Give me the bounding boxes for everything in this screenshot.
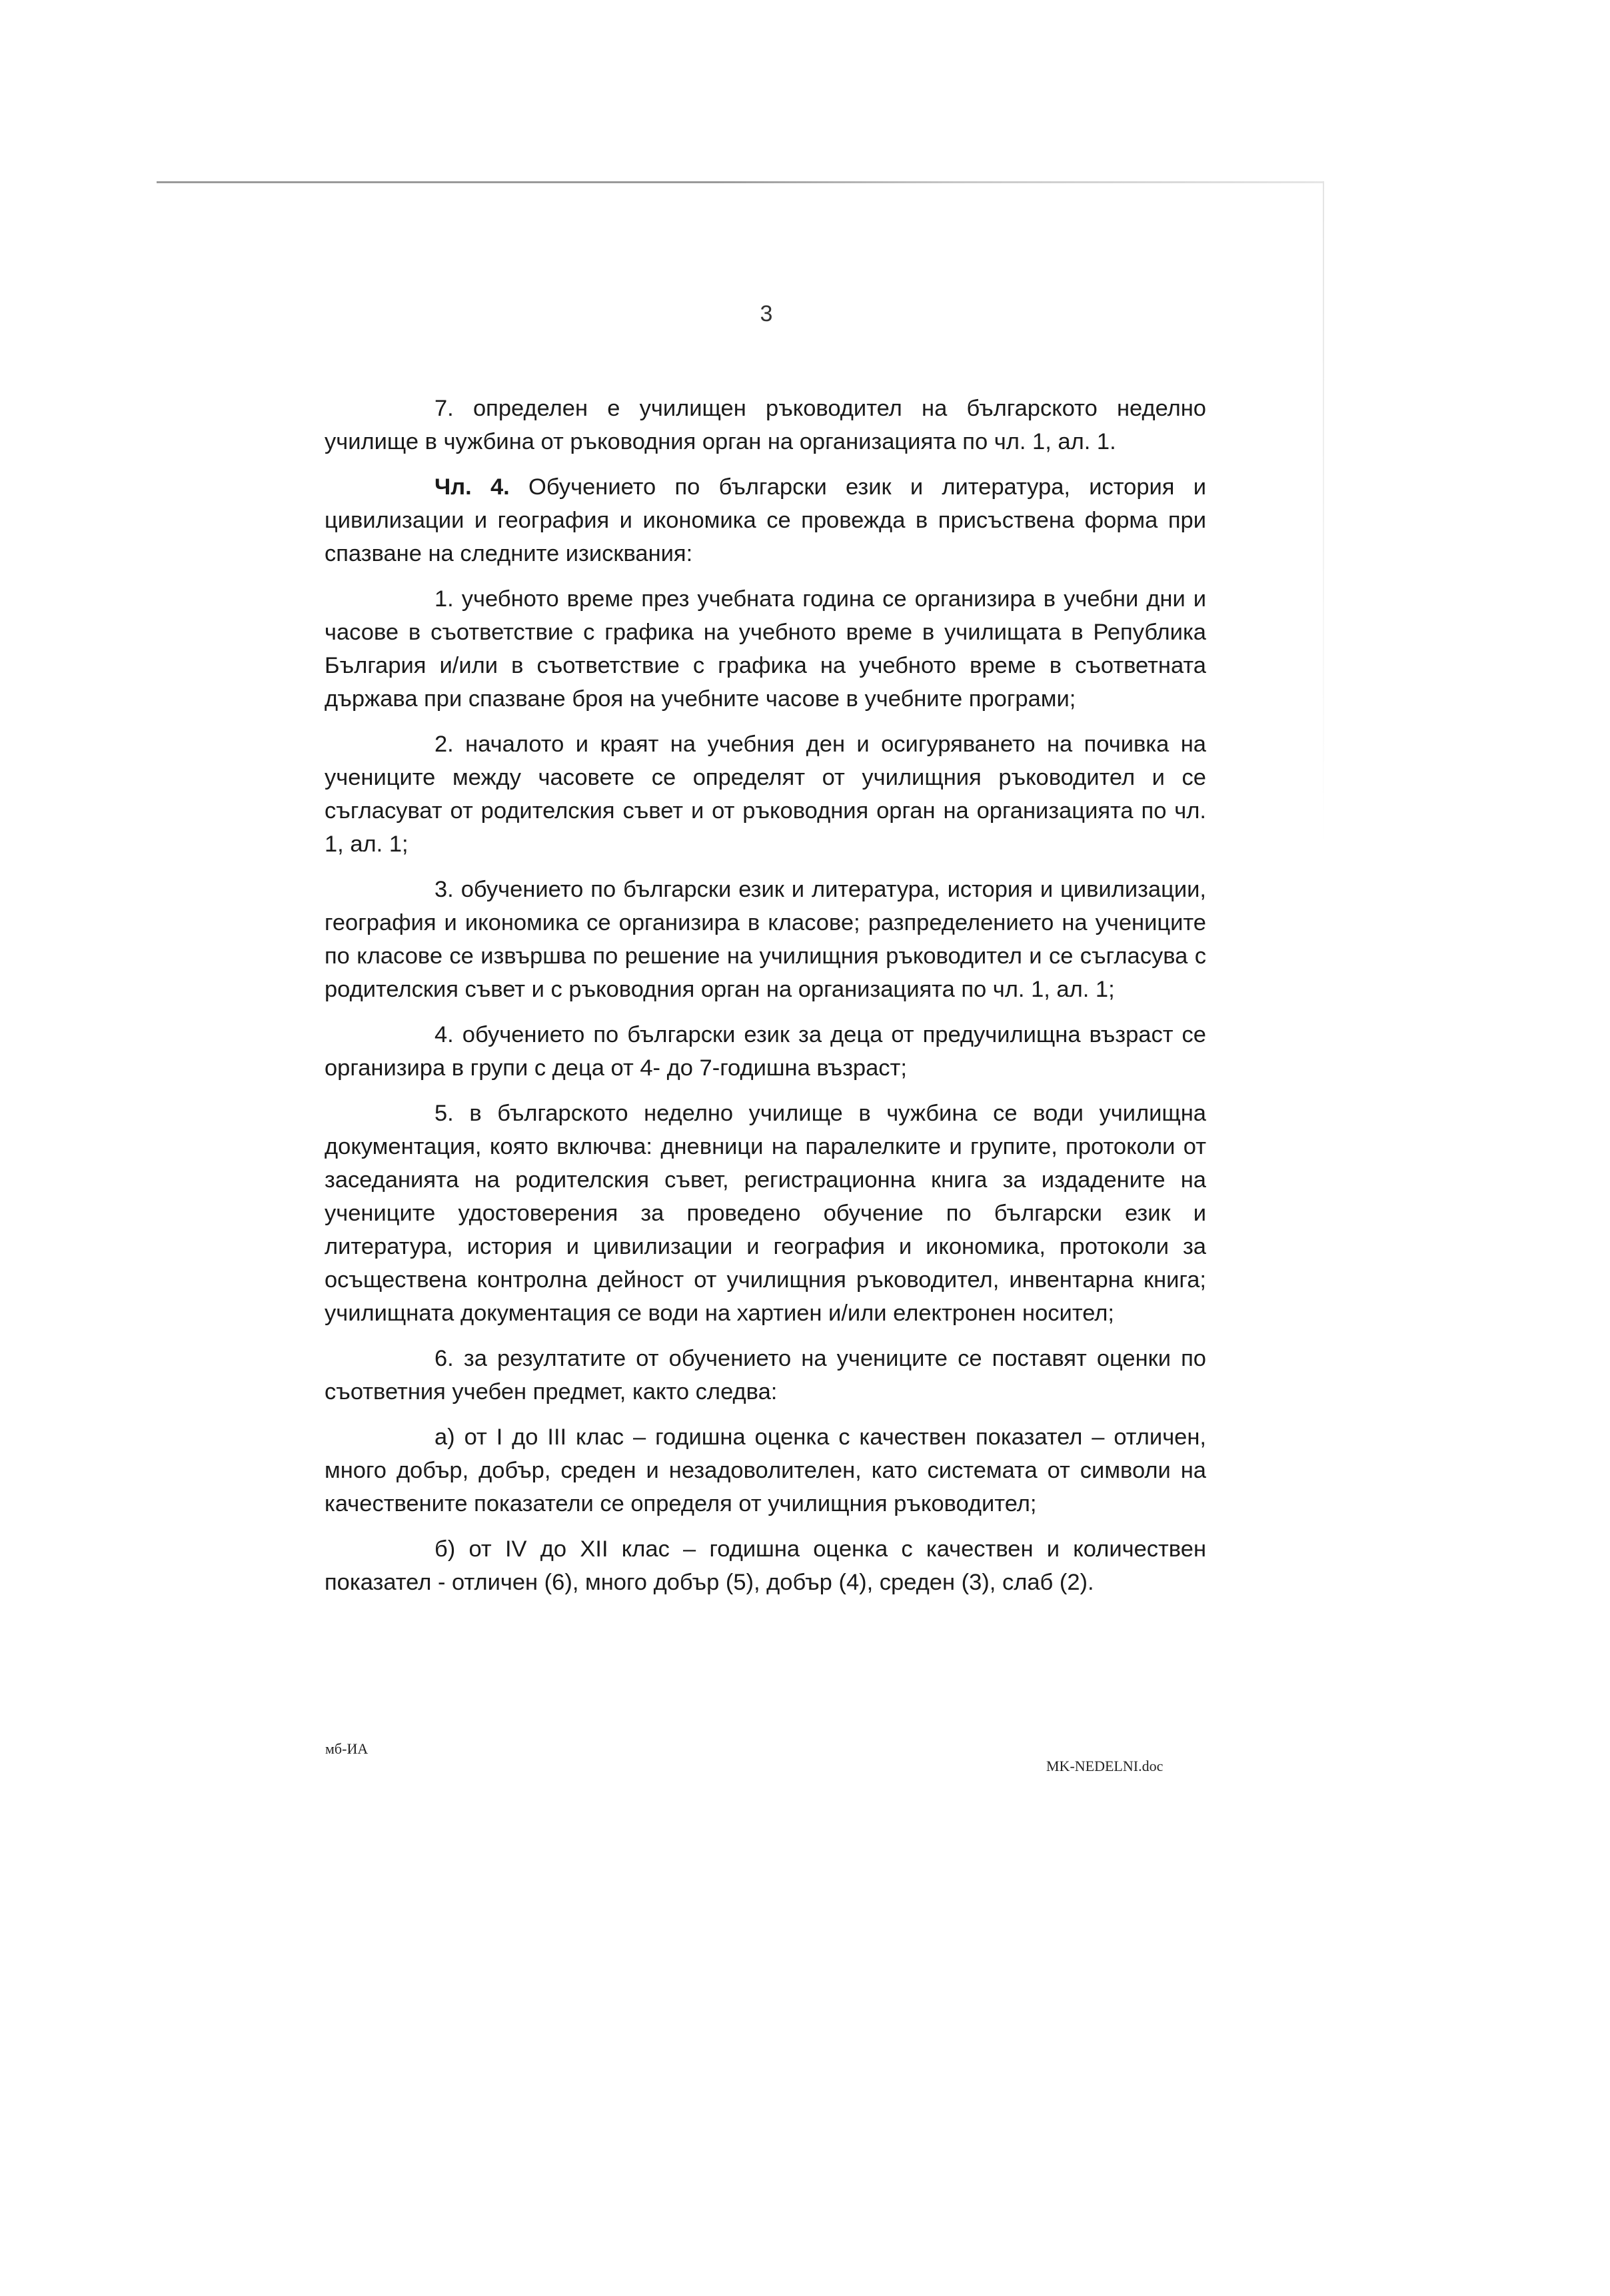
page-number: 3 [760, 301, 773, 326]
list-item-1: 1. учебното време през учебната година се организира в учебни дни и часове в съответствие с графика на учебното време в училищата в Република България и/или в съответствие с графика на учебното време в съответната държава при спазване броя на учебните часове в учебните програми; [325, 586, 1206, 712]
article-4-paragraph [325, 470, 1206, 570]
page-right-edge [1323, 181, 1324, 848]
list-item-6b: б) от IV до XII клас – годишна оценка с качествен и количествен показател - отличен (6), много добър (5), добър (4), среден (3), слаб (2). [325, 1536, 1206, 1595]
list-item-5: 5. в българското неделно училище в чужбина се води училищна документация, която включва: дневници на паралелките и групите, протоколи от заседанията на родителския съвет, регистрационна книга за издадените на учениците удостоверения за проведено обучение по български език и литература, история и цивилизации и география и икономика, протоколи за осъществена контролна дейност от училищния ръководител, инвентарна книга; училищната документация се води на хартиен и/или електронен носител; [325, 1101, 1206, 1326]
document-body [325, 392, 1206, 1611]
list-item-6a: а) от I до III клас – годишна оценка с качествен показател – отличен, много добър, добър, среден и незадоволителен, като системата от символи на качествените показатели се определя от училищния ръководител; [325, 1425, 1206, 1516]
footer-initials: мб-ИА [325, 1740, 369, 1757]
footer-filename: MK-NEDELNI.doc [1046, 1758, 1164, 1774]
article-4-text: Обучението по български език и литература, история и цивилизации и география и икономика се провежда в присъствена форма при спазване на следните изисквания: [325, 474, 1206, 566]
list-item-4: 4. обучението по български език за деца от предучилищна възраст се организира в групи с деца от 4- до 7-годишна възраст; [325, 1022, 1206, 1081]
article-4-label: Чл. 4. [434, 474, 510, 500]
list-item-6: 6. за резултатите от обучението на учениците се поставят оценки по съответния учебен предмет, както следва: [325, 1346, 1206, 1405]
list-item-3: 3. обучението по български език и литература, история и цивилизации, география и икономика се организира в класове; разпределението на учениците по класове се извършва по решение на училищния ръководител и се съгласува с родителския съвет и с ръководния орган на организацията по чл. 1, ал. 1; [325, 877, 1206, 1002]
paragraph-item-7: 7. определен е училищен ръководител на българското неделно училище в чужбина от ръководния орган на организацията по чл. 1, ал. 1. [325, 396, 1206, 454]
list-item-2: 2. началото и краят на учебния ден и осигуряването на почивка на учениците между часовете се определят от училищния ръководител и се съгласуват от родителския съвет и от ръководния орган на организацията по чл. 1, ал. 1; [325, 732, 1206, 857]
page-top-rule [157, 181, 1323, 183]
